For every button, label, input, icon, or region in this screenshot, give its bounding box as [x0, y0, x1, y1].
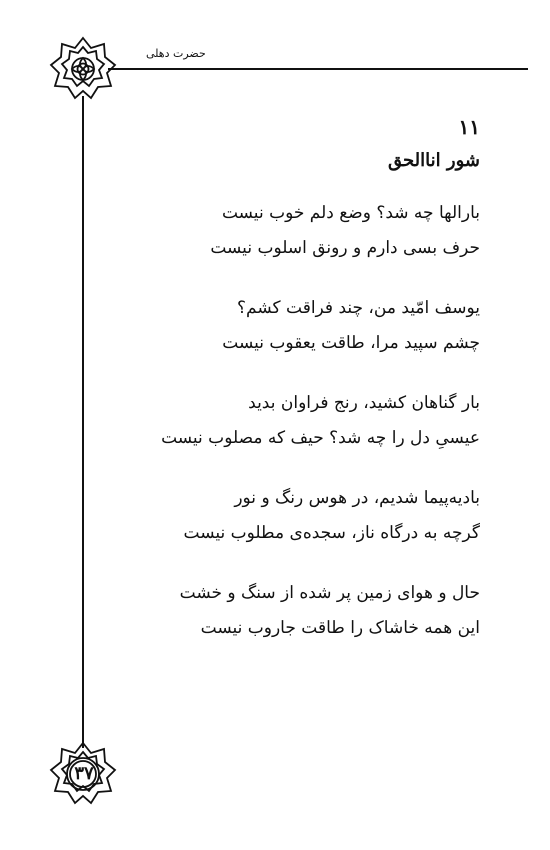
verse-line: گرچه به درگاه ناز، سجده‌ی مطلوب نیست: [183, 523, 480, 544]
verse-line: این همه خاشاک را طاقت جاروب نیست: [200, 618, 480, 639]
verse-line: یوسف امّید من، چند فراقت کشم؟: [237, 298, 480, 319]
running-header: حضرت دهلی: [146, 47, 206, 60]
stanza: [120, 196, 480, 266]
verse-line: عیسیِ دل را چه شد؟ حیف که مصلوب نیست: [161, 428, 480, 449]
verse-line: بار گناهان کشید، رنج فراوان بدید: [248, 393, 480, 414]
stanza: [120, 576, 480, 646]
verse-line: بارالها چه شد؟ وضع دلم خوب نیست: [221, 203, 480, 224]
ornament-icon: [48, 35, 118, 105]
poem-title: شور اناالحق: [388, 150, 480, 171]
stanza: [120, 386, 480, 456]
stanza: [120, 291, 480, 361]
poem-number: ۱۱: [458, 115, 480, 139]
page-number: ۳۷: [74, 763, 94, 784]
header-rule: [108, 68, 528, 70]
side-rule: [82, 96, 84, 748]
stanza: [120, 481, 480, 551]
poem-container: [120, 115, 480, 671]
verse-line: حرف بسی دارم و رونق اسلوب نیست: [210, 238, 480, 259]
verse-line: بادیه‌پیما شدیم، در هوس رنگ و نور: [234, 488, 480, 509]
verse-line: حال و هوای زمین پر شده از سنگ و خشت: [179, 583, 480, 604]
verse-line: چشم سپید مرا، طاقت یعقوب نیست: [222, 333, 480, 354]
